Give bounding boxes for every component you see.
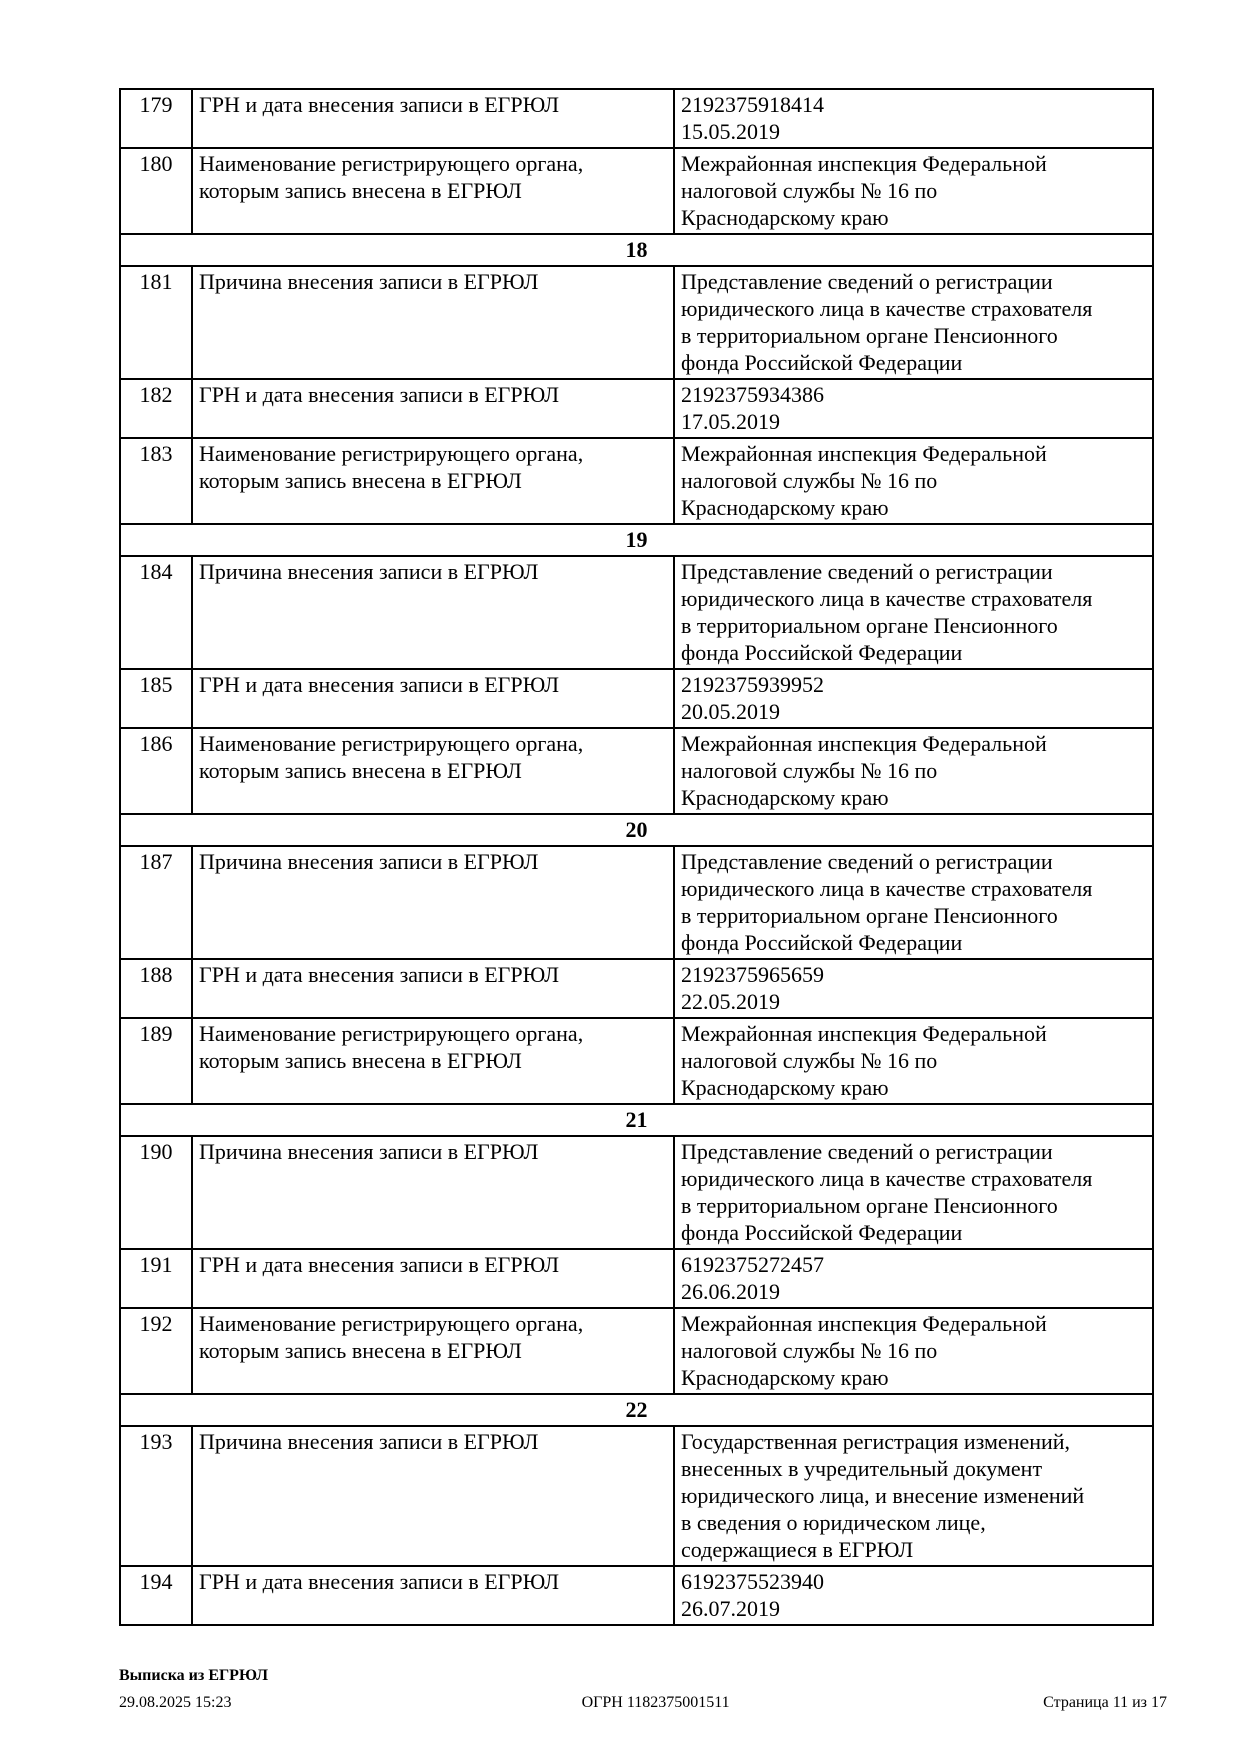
record-row bbox=[120, 266, 1153, 379]
footer-page-number: Страница 11 из 17 bbox=[1043, 1694, 1167, 1711]
record-row bbox=[120, 728, 1153, 814]
record-row bbox=[120, 846, 1153, 959]
field-label-cell: Причина внесения записи в ЕГРЮЛ bbox=[192, 1136, 674, 1249]
footer-doc-type: Выписка из ЕГРЮЛ bbox=[119, 1667, 269, 1684]
field-value-cell: 2192375934386 17.05.2019 bbox=[674, 379, 1153, 438]
section-header-row bbox=[120, 234, 1153, 266]
field-label-cell: Причина внесения записи в ЕГРЮЛ bbox=[192, 556, 674, 669]
egrul-records-table bbox=[119, 88, 1154, 1626]
section-number: 21 bbox=[120, 1104, 1153, 1136]
record-row bbox=[120, 1018, 1153, 1104]
field-label-cell: Наименование регистрирующего органа, которым запись внесена в ЕГРЮЛ bbox=[192, 148, 674, 234]
field-label-cell: Наименование регистрирующего органа, которым запись внесена в ЕГРЮЛ bbox=[192, 1308, 674, 1394]
field-label-cell: Причина внесения записи в ЕГРЮЛ bbox=[192, 846, 674, 959]
field-value-cell: Представление сведений о регистрации юридического лица в качестве страхователя в территориальном органе Пенсионного фонда Российской Федерации bbox=[674, 266, 1153, 379]
record-row bbox=[120, 556, 1153, 669]
record-row bbox=[120, 148, 1153, 234]
section-number: 19 bbox=[120, 524, 1153, 556]
section-number: 22 bbox=[120, 1394, 1153, 1426]
record-number-cell: 188 bbox=[120, 959, 192, 1018]
record-row bbox=[120, 1566, 1153, 1625]
record-number-cell: 182 bbox=[120, 379, 192, 438]
record-row bbox=[120, 959, 1153, 1018]
record-row bbox=[120, 1308, 1153, 1394]
field-value-cell: Государственная регистрация изменений, внесенных в учредительный документ юридического лица, и внесение изменений в сведения о юридическом лице, содержащиеся в ЕГРЮЛ bbox=[674, 1426, 1153, 1566]
record-number-cell: 184 bbox=[120, 556, 192, 669]
footer-ogrn: ОГРН 1182375001511 bbox=[581, 1694, 730, 1711]
field-label-cell: ГРН и дата внесения записи в ЕГРЮЛ bbox=[192, 669, 674, 728]
field-label-cell: ГРН и дата внесения записи в ЕГРЮЛ bbox=[192, 1566, 674, 1625]
field-value-cell: 2192375965659 22.05.2019 bbox=[674, 959, 1153, 1018]
footer-left-block bbox=[119, 1662, 268, 1716]
field-value-cell: Межрайонная инспекция Федеральной налоговой службы № 16 по Краснодарскому краю bbox=[674, 438, 1153, 524]
record-row bbox=[120, 438, 1153, 524]
record-row bbox=[120, 669, 1153, 728]
record-number-cell: 180 bbox=[120, 148, 192, 234]
record-row bbox=[120, 89, 1153, 148]
field-value-cell: 2192375939952 20.05.2019 bbox=[674, 669, 1153, 728]
field-value-cell: 6192375523940 26.07.2019 bbox=[674, 1566, 1153, 1625]
record-number-cell: 190 bbox=[120, 1136, 192, 1249]
field-label-cell: Наименование регистрирующего органа, которым запись внесена в ЕГРЮЛ bbox=[192, 728, 674, 814]
field-value-cell: Представление сведений о регистрации юридического лица в качестве страхователя в территориальном органе Пенсионного фонда Российской Федерации bbox=[674, 846, 1153, 959]
field-value-cell: 2192375918414 15.05.2019 bbox=[674, 89, 1153, 148]
record-row bbox=[120, 1249, 1153, 1308]
record-number-cell: 181 bbox=[120, 266, 192, 379]
record-number-cell: 183 bbox=[120, 438, 192, 524]
section-header-row bbox=[120, 1394, 1153, 1426]
section-header-row bbox=[120, 814, 1153, 846]
field-label-cell: Наименование регистрирующего органа, которым запись внесена в ЕГРЮЛ bbox=[192, 438, 674, 524]
field-value-cell: Межрайонная инспекция Федеральной налоговой службы № 16 по Краснодарскому краю bbox=[674, 1018, 1153, 1104]
field-label-cell: ГРН и дата внесения записи в ЕГРЮЛ bbox=[192, 379, 674, 438]
field-value-cell: Межрайонная инспекция Федеральной налоговой службы № 16 по Краснодарскому краю bbox=[674, 728, 1153, 814]
field-label-cell: ГРН и дата внесения записи в ЕГРЮЛ bbox=[192, 959, 674, 1018]
field-value-cell: Представление сведений о регистрации юридического лица в качестве страхователя в территориальном органе Пенсионного фонда Российской Федерации bbox=[674, 556, 1153, 669]
record-row bbox=[120, 1136, 1153, 1249]
footer-generated-datetime: 29.08.2025 15:23 bbox=[119, 1694, 232, 1711]
field-value-cell: Межрайонная инспекция Федеральной налоговой службы № 16 по Краснодарскому краю bbox=[674, 148, 1153, 234]
field-value-cell: Межрайонная инспекция Федеральной налоговой службы № 16 по Краснодарскому краю bbox=[674, 1308, 1153, 1394]
record-number-cell: 193 bbox=[120, 1426, 192, 1566]
record-number-cell: 192 bbox=[120, 1308, 192, 1394]
record-number-cell: 186 bbox=[120, 728, 192, 814]
section-number: 20 bbox=[120, 814, 1153, 846]
field-value-cell: 6192375272457 26.06.2019 bbox=[674, 1249, 1153, 1308]
section-number: 18 bbox=[120, 234, 1153, 266]
section-header-row bbox=[120, 524, 1153, 556]
page-footer bbox=[119, 1662, 1167, 1716]
egrul-table-body bbox=[120, 89, 1153, 1625]
field-label-cell: Причина внесения записи в ЕГРЮЛ bbox=[192, 266, 674, 379]
record-number-cell: 189 bbox=[120, 1018, 192, 1104]
field-label-cell: ГРН и дата внесения записи в ЕГРЮЛ bbox=[192, 89, 674, 148]
field-label-cell: ГРН и дата внесения записи в ЕГРЮЛ bbox=[192, 1249, 674, 1308]
field-value-cell: Представление сведений о регистрации юридического лица в качестве страхователя в территориальном органе Пенсионного фонда Российской Федерации bbox=[674, 1136, 1153, 1249]
record-number-cell: 194 bbox=[120, 1566, 192, 1625]
record-number-cell: 187 bbox=[120, 846, 192, 959]
record-row bbox=[120, 379, 1153, 438]
record-number-cell: 185 bbox=[120, 669, 192, 728]
record-number-cell: 191 bbox=[120, 1249, 192, 1308]
section-header-row bbox=[120, 1104, 1153, 1136]
field-label-cell: Причина внесения записи в ЕГРЮЛ bbox=[192, 1426, 674, 1566]
record-row bbox=[120, 1426, 1153, 1566]
record-number-cell: 179 bbox=[120, 89, 192, 148]
field-label-cell: Наименование регистрирующего органа, которым запись внесена в ЕГРЮЛ bbox=[192, 1018, 674, 1104]
